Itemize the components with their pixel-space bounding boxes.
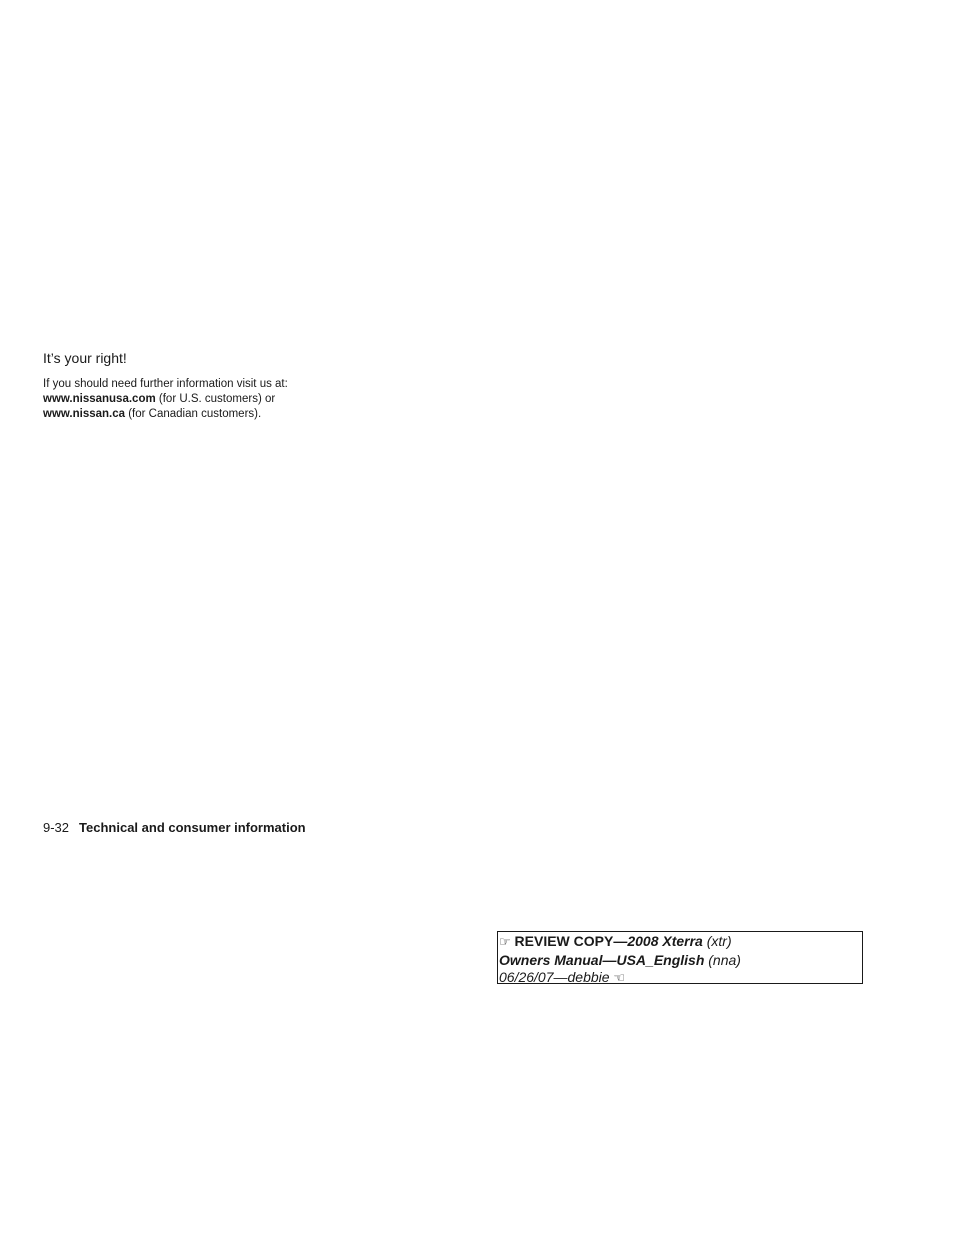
consumer-rights-section [43, 348, 343, 422]
review-copy-stamp [497, 931, 863, 984]
ca-website-link[interactable]: www.nissan.ca [43, 408, 126, 420]
us-website-line [43, 392, 343, 407]
intro-line: If you should need further information visit us at: [43, 378, 288, 390]
pointing-hand-right-icon: ☞ [499, 935, 511, 950]
ca-website-line [43, 407, 343, 422]
review-manual-code: (nna) [704, 951, 741, 968]
review-date-author: 06/26/07—debbie [499, 969, 610, 985]
review-line-3 [499, 969, 862, 988]
review-model-code: (xtr) [702, 933, 732, 949]
us-website-note: (for U.S. customers) or [155, 393, 276, 405]
review-line-2 [499, 952, 862, 970]
page-number: 9-32 [43, 820, 70, 835]
review-model: 2008 Xterra [627, 933, 703, 949]
pointing-hand-left-icon: ☜ [613, 971, 626, 986]
review-label: REVIEW COPY— [514, 933, 628, 949]
ca-website-note: (for Canadian customers). [125, 408, 262, 420]
section-body [43, 377, 343, 422]
section-heading: It’s your right! [43, 350, 127, 366]
chapter-title: Technical and consumer information [79, 820, 306, 835]
page-footer [43, 820, 306, 835]
review-line-1 [499, 933, 862, 952]
review-manual: Owners Manual—USA_English [499, 951, 705, 968]
us-website-link[interactable]: www.nissanusa.com [43, 393, 156, 405]
